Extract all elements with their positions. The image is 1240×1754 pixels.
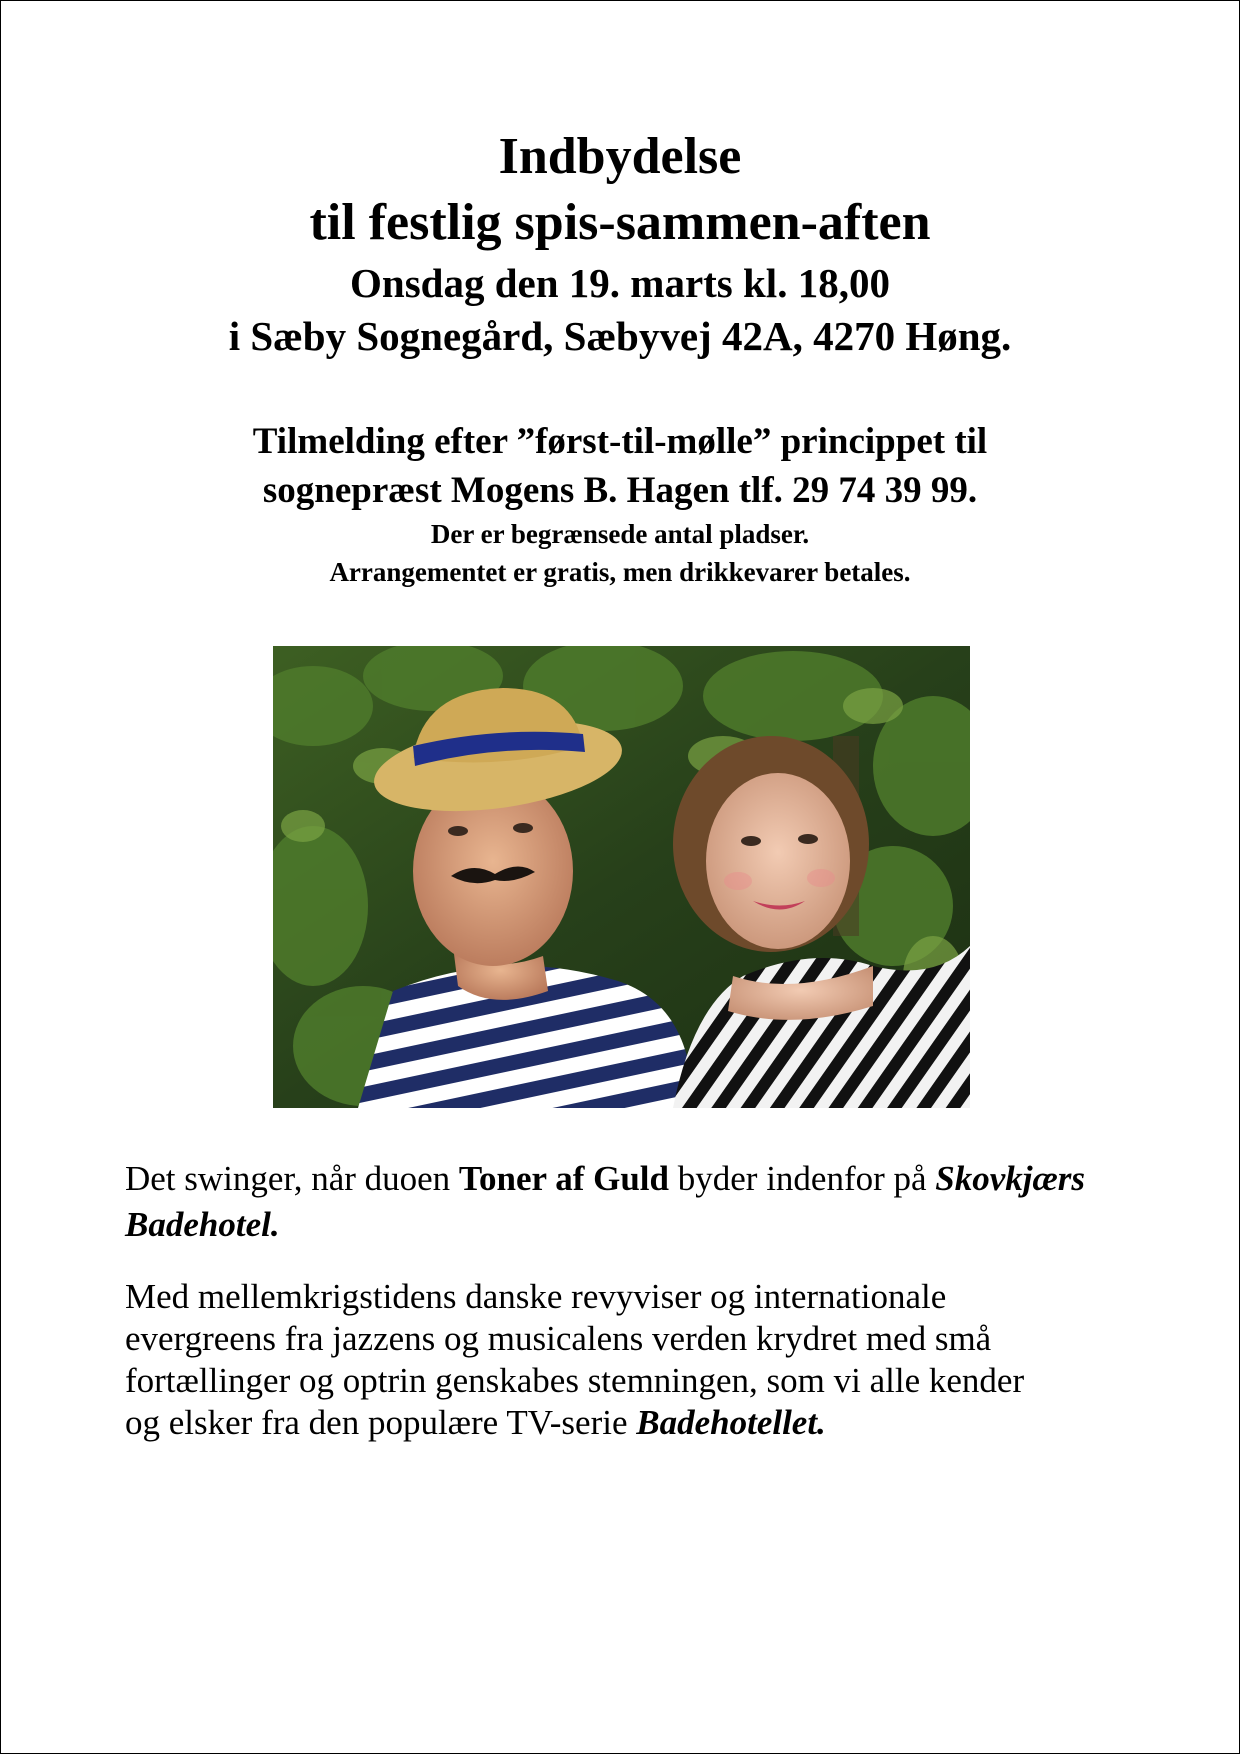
description-paragraph xyxy=(125,1276,1115,1444)
description-line-1: Med mellemkrigstidens danske revyviser og internationale xyxy=(125,1277,947,1316)
description-line-3: fortællinger og optrin genskabes stemningen, som vi alle kender xyxy=(125,1361,1025,1400)
intro-text-b: byder indenfor på xyxy=(669,1159,936,1198)
description-line-2: evergreens fra jazzens og musicalens verden krydret med små xyxy=(125,1319,992,1358)
venue-name-line-2: Badehotel. xyxy=(125,1205,280,1244)
signup-contact: sognepræst Mogens B. Hagen tlf. 29 74 39 99. xyxy=(262,470,978,511)
duo-photo xyxy=(273,646,970,1108)
event-date: Onsdag den 19. marts kl. 18,00 xyxy=(350,260,890,306)
signup-section xyxy=(1,417,1239,591)
price-note: Arrangementet er gratis, men drikkevarer betales. xyxy=(329,557,911,587)
venue-name-line-1: Skovkjærs xyxy=(935,1159,1086,1198)
capacity-note: Der er begrænsede antal pladser. xyxy=(430,519,810,549)
tv-series-name: Badehotellet. xyxy=(636,1403,826,1442)
invitation-header xyxy=(1,123,1239,363)
intro-paragraph xyxy=(125,1156,1115,1248)
description-line-4: og elsker fra den populære TV-serie xyxy=(125,1403,637,1442)
intro-text-a: Det swinger, når duoen xyxy=(125,1159,459,1198)
event-subtitle: til festlig spis-sammen-aften xyxy=(309,194,931,251)
signup-line-1: Tilmelding efter ”først-til-mølle” princippet til xyxy=(252,421,988,462)
page-title: Indbydelse xyxy=(498,128,742,185)
duo-photo-illustration xyxy=(273,646,970,1108)
duo-name: Toner af Guld xyxy=(458,1159,669,1198)
event-location: i Sæby Sognegård, Sæbyvej 42A, 4270 Høng. xyxy=(228,313,1012,359)
